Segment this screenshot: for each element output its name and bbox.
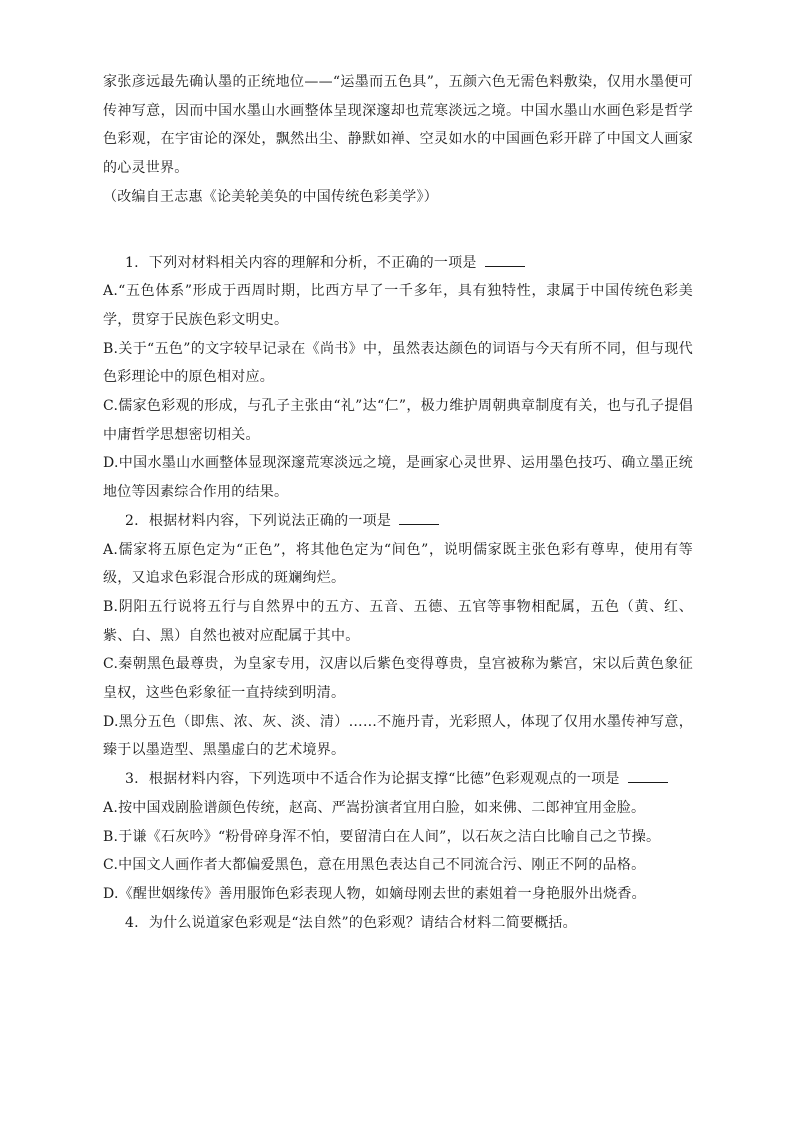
option-label: D. [103, 455, 119, 472]
question-stem [103, 249, 693, 278]
option-text: 《醒世姻缘传》善用服饰色彩表现人物，如嫡母刚去世的素姐着一身艳服外出烧香。 [118, 885, 646, 902]
question-text: 根据材料内容，下列说法正确的一项是 [148, 512, 392, 529]
question-number: 4. [125, 914, 139, 931]
option-text: 儒家色彩观的形成，与孔子主张由“礼”达“仁”，极力维护周朝典章制度有关，也与孔子提倡中庸哲学思想密切相关。 [103, 398, 693, 443]
question-4 [103, 909, 693, 938]
passage-paragraph: 家张彦远最先确认墨的正统地位——“运墨而五色具”，五颜六色无需色料敷染，仅用水墨便可传神写意，因而中国水墨山水画整体呈现深邃却也荒寒淡远之境。中国水墨山水画色彩是哲学色彩观，在宇宙论的深处，飘然出尘、静默如禅、空灵如水的中国画色彩开辟了中国文人画家的心灵世界。 [103, 74, 693, 177]
question-list [103, 249, 693, 938]
question-number: 3. [125, 771, 139, 788]
option-label: D. [103, 885, 119, 902]
question-stem [103, 765, 693, 794]
question-number: 2. [125, 512, 139, 529]
option-label: B. [103, 598, 119, 615]
option-a[interactable] [103, 536, 693, 593]
question-3 [103, 765, 693, 909]
option-a[interactable] [103, 277, 693, 334]
question-text: 下列对材料相关内容的理解和分析，不正确的一项是 [148, 254, 477, 271]
option-text: 于谦《石灰吟》“粉骨碎身浑不怕，要留清白在人间”，以石灰之洁白比喻自己之节操。 [118, 828, 661, 845]
option-label: A. [103, 283, 119, 300]
question-2 [103, 507, 693, 765]
option-text: 按中国戏剧脸谱颜色传统，赵高、严嵩扮演者宜用白脸，如来佛、二郎神宜用金脸。 [118, 799, 646, 816]
option-label: A. [103, 799, 119, 816]
option-text: 黑分五色（即焦、浓、灰、淡、清）……不施丹青，光彩照人，体现了仅用水墨传神写意，臻于以墨造型、黑墨虚白的艺术境界。 [103, 713, 693, 759]
option-c[interactable] [103, 392, 693, 449]
answer-blank[interactable] [628, 770, 668, 783]
option-c[interactable] [103, 650, 693, 707]
option-text: 阴阳五行说将五行与自然界中的五方、五音、五德、五官等事物相配属，五色（黄、红、紫、白、黑）自然也被对应配属于其中。 [103, 598, 693, 644]
option-d[interactable] [103, 449, 693, 506]
passage-source: （改编自王志惠《论美轮美奂的中国传统色彩美学》） [103, 188, 438, 205]
option-label: A. [103, 541, 119, 558]
answer-blank[interactable] [485, 254, 525, 267]
question-stem [103, 507, 693, 536]
option-label: B. [103, 340, 119, 357]
option-text: 关于“五色”的文字较早记录在《尚书》中，虽然表达颜色的词语与今天有所不同，但与现代色彩理论中的原色相对应。 [103, 340, 693, 386]
option-label: D. [103, 713, 119, 730]
option-label: C. [103, 656, 119, 673]
option-d[interactable] [103, 708, 693, 765]
option-c[interactable] [103, 851, 693, 880]
option-text: “五色体系”形成于西周时期，比西方早了一千多年，具有独特性，隶属于中国传统色彩美学，贯穿于民族色彩文明史。 [103, 283, 693, 328]
question-1 [103, 249, 693, 507]
option-text: 秦朝黑色最尊贵，为皇家专用，汉唐以后紫色变得尊贵，皇宫被称为紫宫，宋以后黄色象征皇权，这些色彩象征一直持续到明清。 [103, 656, 693, 702]
question-text: 根据材料内容，下列选项中不适合作为论据支撑“比德”色彩观观点的一项是 [148, 771, 620, 788]
question-stem [103, 909, 693, 938]
exam-page [103, 68, 693, 937]
option-b[interactable] [103, 335, 693, 392]
question-number: 1. [125, 254, 139, 271]
option-d[interactable] [103, 880, 693, 909]
option-text: 中国文人画作者大都偏爱黑色，意在用黑色表达自己不同流合污、刚正不阿的品格。 [118, 857, 646, 874]
option-label: B. [103, 828, 119, 845]
answer-blank[interactable] [399, 512, 439, 525]
option-text: 儒家将五原色定为“正色”，将其他色定为“间色”，说明儒家既主张色彩有尊卑，使用有等级，又追求色彩混合形成的斑斓绚烂。 [103, 541, 693, 587]
option-text: 中国水墨山水画整体显现深邃荒寒淡远之境，是画家心灵世界、运用墨色技巧、确立墨正统地位等因素综合作用的结果。 [103, 455, 693, 501]
option-b[interactable] [103, 593, 693, 650]
reading-passage [103, 68, 693, 212]
option-label: C. [103, 857, 119, 874]
option-b[interactable] [103, 823, 693, 852]
option-a[interactable] [103, 794, 693, 823]
option-label: C. [103, 398, 119, 415]
question-text: 为什么说道家色彩观是“法自然”的色彩观？请结合材料二简要概括。 [148, 914, 577, 931]
